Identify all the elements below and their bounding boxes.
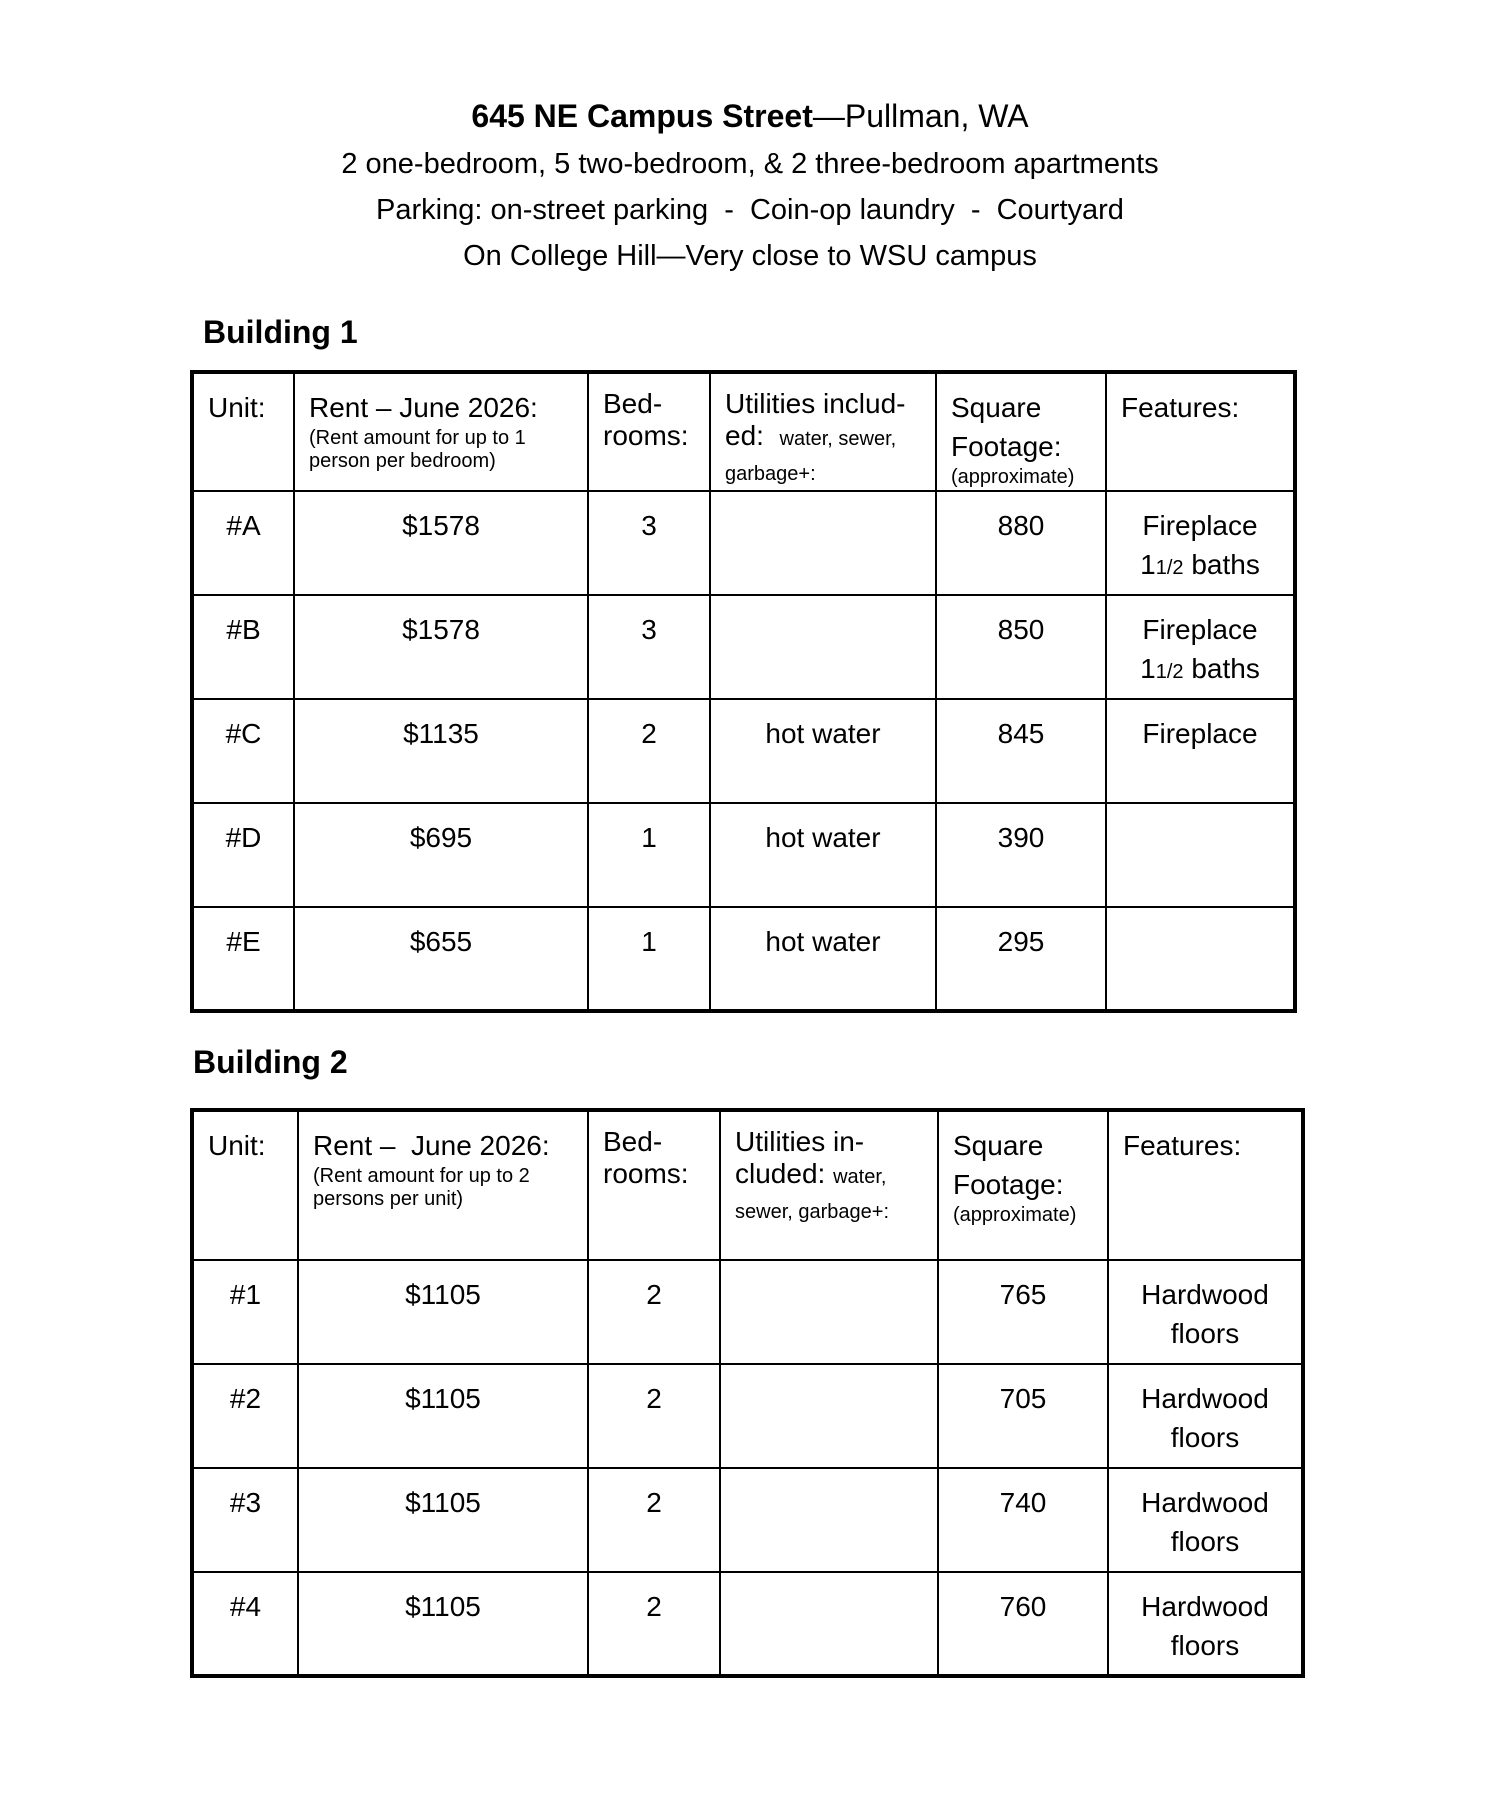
unit-cell: #D xyxy=(192,803,294,907)
unit-cell: #1 xyxy=(192,1260,298,1364)
utilities-cell xyxy=(720,1260,938,1364)
utilities-cell: hot water xyxy=(710,803,936,907)
unit-cell: #C xyxy=(192,699,294,803)
utilities-cell: hot water xyxy=(710,699,936,803)
col-header-rent: Rent – June 2026: (Rent amount for up to 2 persons per unit) xyxy=(298,1110,588,1260)
building2-table xyxy=(190,1108,1305,1678)
sqft-cell: 705 xyxy=(938,1364,1108,1468)
table-row xyxy=(192,491,1295,595)
sqft-cell: 740 xyxy=(938,1468,1108,1572)
unit-cell: #A xyxy=(192,491,294,595)
building1-table xyxy=(190,370,1297,1013)
bedrooms-cell: 2 xyxy=(588,699,710,803)
utilities-cell xyxy=(720,1572,938,1676)
features-cell: Hardwood floors xyxy=(1108,1468,1303,1572)
sqft-cell: 390 xyxy=(936,803,1106,907)
col-header-features: Features: xyxy=(1106,372,1295,491)
features-cell: Fireplace xyxy=(1106,699,1295,803)
rent-cell: $1105 xyxy=(298,1260,588,1364)
col-header-features: Features: xyxy=(1108,1110,1303,1260)
units-line: 2 one-bedroom, 5 two-bedroom, & 2 three-bedroom apartments xyxy=(341,148,1159,180)
unit-cell: #3 xyxy=(192,1468,298,1572)
features-cell: Hardwood floors xyxy=(1108,1260,1303,1364)
unit-cell: #B xyxy=(192,595,294,699)
features-cell: Hardwood floors xyxy=(1108,1364,1303,1468)
table-header-row xyxy=(192,1110,1303,1260)
utilities-cell xyxy=(720,1364,938,1468)
rent-cell: $1578 xyxy=(294,595,588,699)
col-header-utilities: Utilities includ- ed: water, sewer, garbage+: xyxy=(710,372,936,491)
table-header-row xyxy=(192,372,1295,491)
unit-cell: #4 xyxy=(192,1572,298,1676)
bedrooms-cell: 2 xyxy=(588,1260,720,1364)
table-row xyxy=(192,907,1295,1011)
features-cell: Fireplace 11/2 baths xyxy=(1106,595,1295,699)
col-header-utilities: Utilities in- cluded: water, sewer, garbage+: xyxy=(720,1110,938,1260)
sqft-cell: 765 xyxy=(938,1260,1108,1364)
col-header-sqft: Square Footage: (approximate) xyxy=(936,372,1106,491)
building2-title: Building 2 xyxy=(193,1044,348,1080)
col-header-sqft: Square Footage: (approximate) xyxy=(938,1110,1108,1260)
rent-cell: $1135 xyxy=(294,699,588,803)
bedrooms-cell: 2 xyxy=(588,1364,720,1468)
unit-cell: #E xyxy=(192,907,294,1011)
utilities-cell: hot water xyxy=(710,907,936,1011)
table-row xyxy=(192,699,1295,803)
col-header-unit: Unit: xyxy=(192,1110,298,1260)
col-header-unit: Unit: xyxy=(192,372,294,491)
rent-cell: $695 xyxy=(294,803,588,907)
col-header-bedrooms: Bed- rooms: xyxy=(588,1110,720,1260)
utilities-cell xyxy=(710,491,936,595)
features-cell: Fireplace 11/2 baths xyxy=(1106,491,1295,595)
sqft-cell: 760 xyxy=(938,1572,1108,1676)
features-cell xyxy=(1106,907,1295,1011)
unit-cell: #2 xyxy=(192,1364,298,1468)
rent-cell: $1105 xyxy=(298,1364,588,1468)
address-rest: —Pullman, WA xyxy=(812,98,1029,134)
location-line: On College Hill—Very close to WSU campus xyxy=(463,240,1037,272)
col-header-rent: Rent – June 2026: (Rent amount for up to 1 person per bedroom) xyxy=(294,372,588,491)
bedrooms-cell: 1 xyxy=(588,907,710,1011)
bedrooms-cell: 2 xyxy=(588,1572,720,1676)
page-title xyxy=(0,98,1500,135)
utilities-cell xyxy=(720,1468,938,1572)
table-row xyxy=(192,803,1295,907)
sqft-cell: 850 xyxy=(936,595,1106,699)
bedrooms-cell: 1 xyxy=(588,803,710,907)
features-cell: Hardwood floors xyxy=(1108,1572,1303,1676)
rent-cell: $1578 xyxy=(294,491,588,595)
rent-cell: $1105 xyxy=(298,1572,588,1676)
bedrooms-cell: 3 xyxy=(588,595,710,699)
bedrooms-cell: 2 xyxy=(588,1468,720,1572)
sqft-cell: 845 xyxy=(936,699,1106,803)
col-header-bedrooms: Bed- rooms: xyxy=(588,372,710,491)
amenities-line: Parking: on-street parking - Coin-op laundry - Courtyard xyxy=(376,194,1124,226)
sqft-cell: 880 xyxy=(936,491,1106,595)
address-bold: 645 NE Campus Street xyxy=(471,98,813,134)
sqft-cell: 295 xyxy=(936,907,1106,1011)
bedrooms-cell: 3 xyxy=(588,491,710,595)
building1-title: Building 1 xyxy=(203,314,358,350)
table-row xyxy=(192,1260,1303,1364)
utilities-cell xyxy=(710,595,936,699)
table-row xyxy=(192,595,1295,699)
table-row xyxy=(192,1468,1303,1572)
table-row xyxy=(192,1364,1303,1468)
rent-cell: $1105 xyxy=(298,1468,588,1572)
features-cell xyxy=(1106,803,1295,907)
rent-cell: $655 xyxy=(294,907,588,1011)
table-row xyxy=(192,1572,1303,1676)
